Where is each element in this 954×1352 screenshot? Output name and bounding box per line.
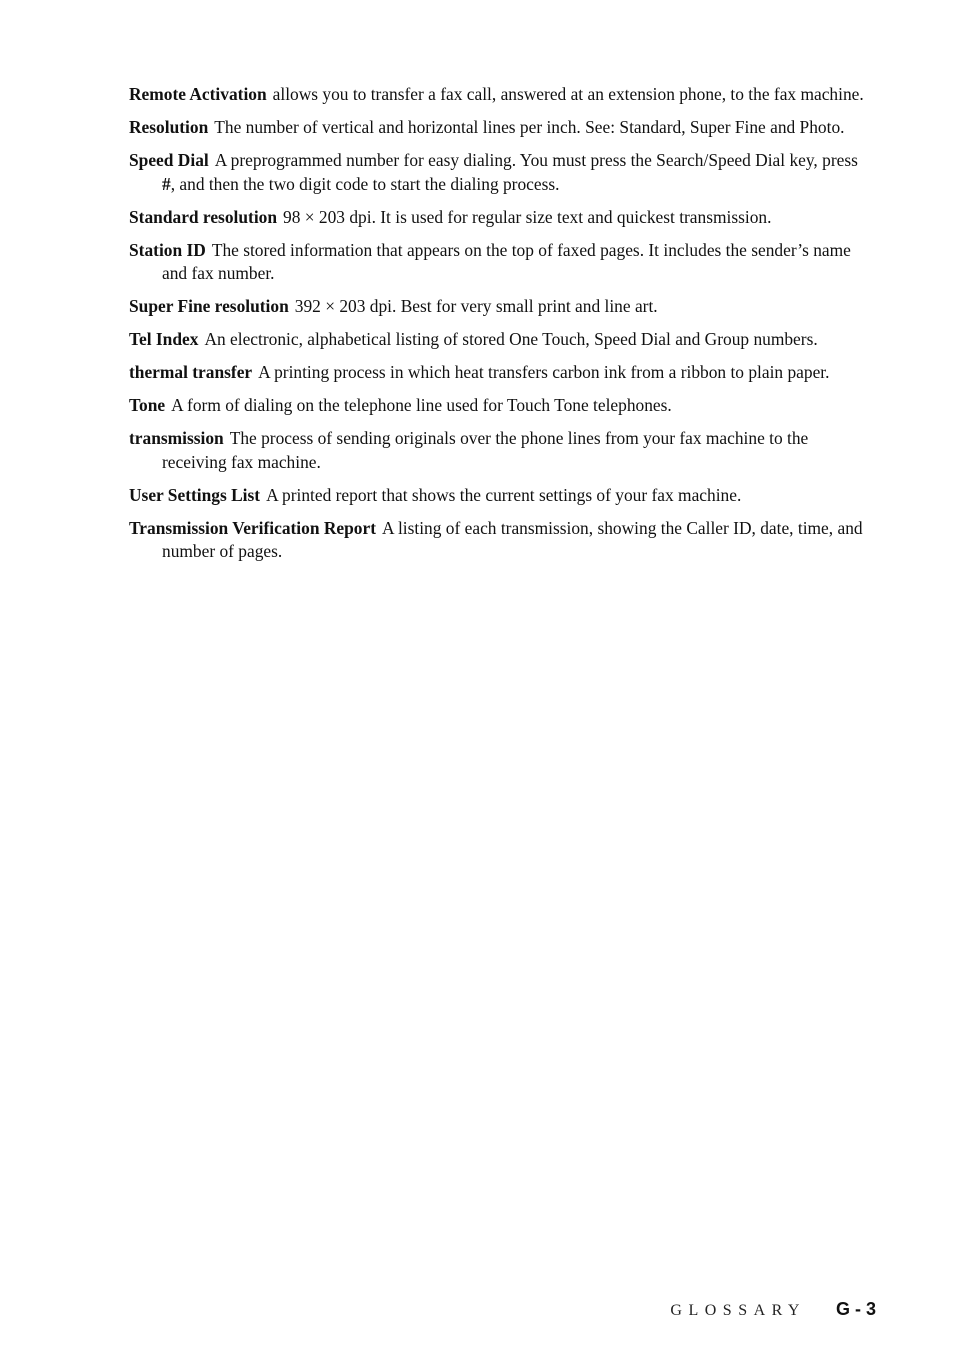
glossary-entry-remote-activation — [129, 83, 874, 107]
glossary-term: Super Fine resolution — [129, 296, 289, 316]
glossary-term: Transmission Verification Report — [129, 517, 377, 538]
page-footer — [670, 1299, 876, 1320]
glossary-entry-transmission — [129, 427, 874, 474]
glossary-definition: A preprogrammed number for easy dialing. You must press the Search/Speed Dial key, press — [214, 150, 858, 170]
glossary-definition: The number of vertical and horizontal lines per inch. See: Standard, Super Fine and Photo. — [214, 117, 845, 137]
glossary-entry-tel-index — [129, 328, 874, 352]
glossary-entry-speed-dial — [129, 149, 874, 196]
glossary-entry-station-id — [129, 239, 874, 286]
glossary-definition: An electronic, alphabetical listing of stored One Touch, Speed Dial and Group numbers. — [204, 329, 818, 349]
glossary-definition: A printed report that shows the current settings of your fax machine. — [266, 484, 742, 505]
glossary-term: User Settings List — [129, 484, 261, 505]
glossary-term: Station ID — [129, 239, 206, 260]
glossary-term: Tel Index — [129, 329, 199, 349]
glossary-term: Remote Activation — [129, 84, 267, 104]
glossary-definition: 98 × 203 dpi. It is used for regular size text and quickest transmission. — [283, 206, 772, 227]
glossary-entry-resolution — [129, 116, 874, 140]
glossary-entry-tone — [129, 394, 874, 418]
glossary-entry-super-fine-resolution — [129, 295, 874, 319]
glossary-definition: The process of sending originals over the phone lines from your fax machine to the receiving fax machine. — [162, 428, 809, 472]
hash-key-label: # — [162, 173, 171, 194]
glossary-term: transmission — [129, 428, 224, 448]
glossary-term: Tone — [129, 395, 166, 415]
glossary-entry-transmission-verification-report — [129, 517, 874, 564]
glossary-definition: The stored information that appears on the top of faxed pages. It includes the sender’s name and fax number. — [162, 239, 851, 283]
glossary-entry-user-settings-list — [129, 484, 874, 508]
glossary-list — [129, 83, 874, 573]
glossary-term: Standard resolution — [129, 206, 278, 227]
glossary-definition-continued: , and then the two digit code to start the dialing process. — [170, 173, 560, 194]
glossary-definition: A form of dialing on the telephone line used for Touch Tone telephones. — [171, 395, 672, 415]
footer-section-label: GLOSSARY — [670, 1302, 806, 1319]
glossary-definition: A listing of each transmission, showing the Caller ID, date, time, and number of pages. — [162, 517, 863, 561]
glossary-definition: 392 × 203 dpi. Best for very small print and line art. — [294, 296, 658, 316]
page-number: G - 3 — [835, 1299, 876, 1319]
glossary-definition: allows you to transfer a fax call, answered at an extension phone, to the fax machine. — [272, 84, 864, 104]
glossary-entry-thermal-transfer — [129, 361, 874, 385]
glossary-term: thermal transfer — [129, 362, 253, 382]
glossary-term: Speed Dial — [129, 150, 209, 170]
glossary-term: Resolution — [129, 117, 209, 137]
glossary-entry-standard-resolution — [129, 206, 874, 230]
glossary-definition: A printing process in which heat transfers carbon ink from a ribbon to plain paper. — [258, 362, 830, 382]
